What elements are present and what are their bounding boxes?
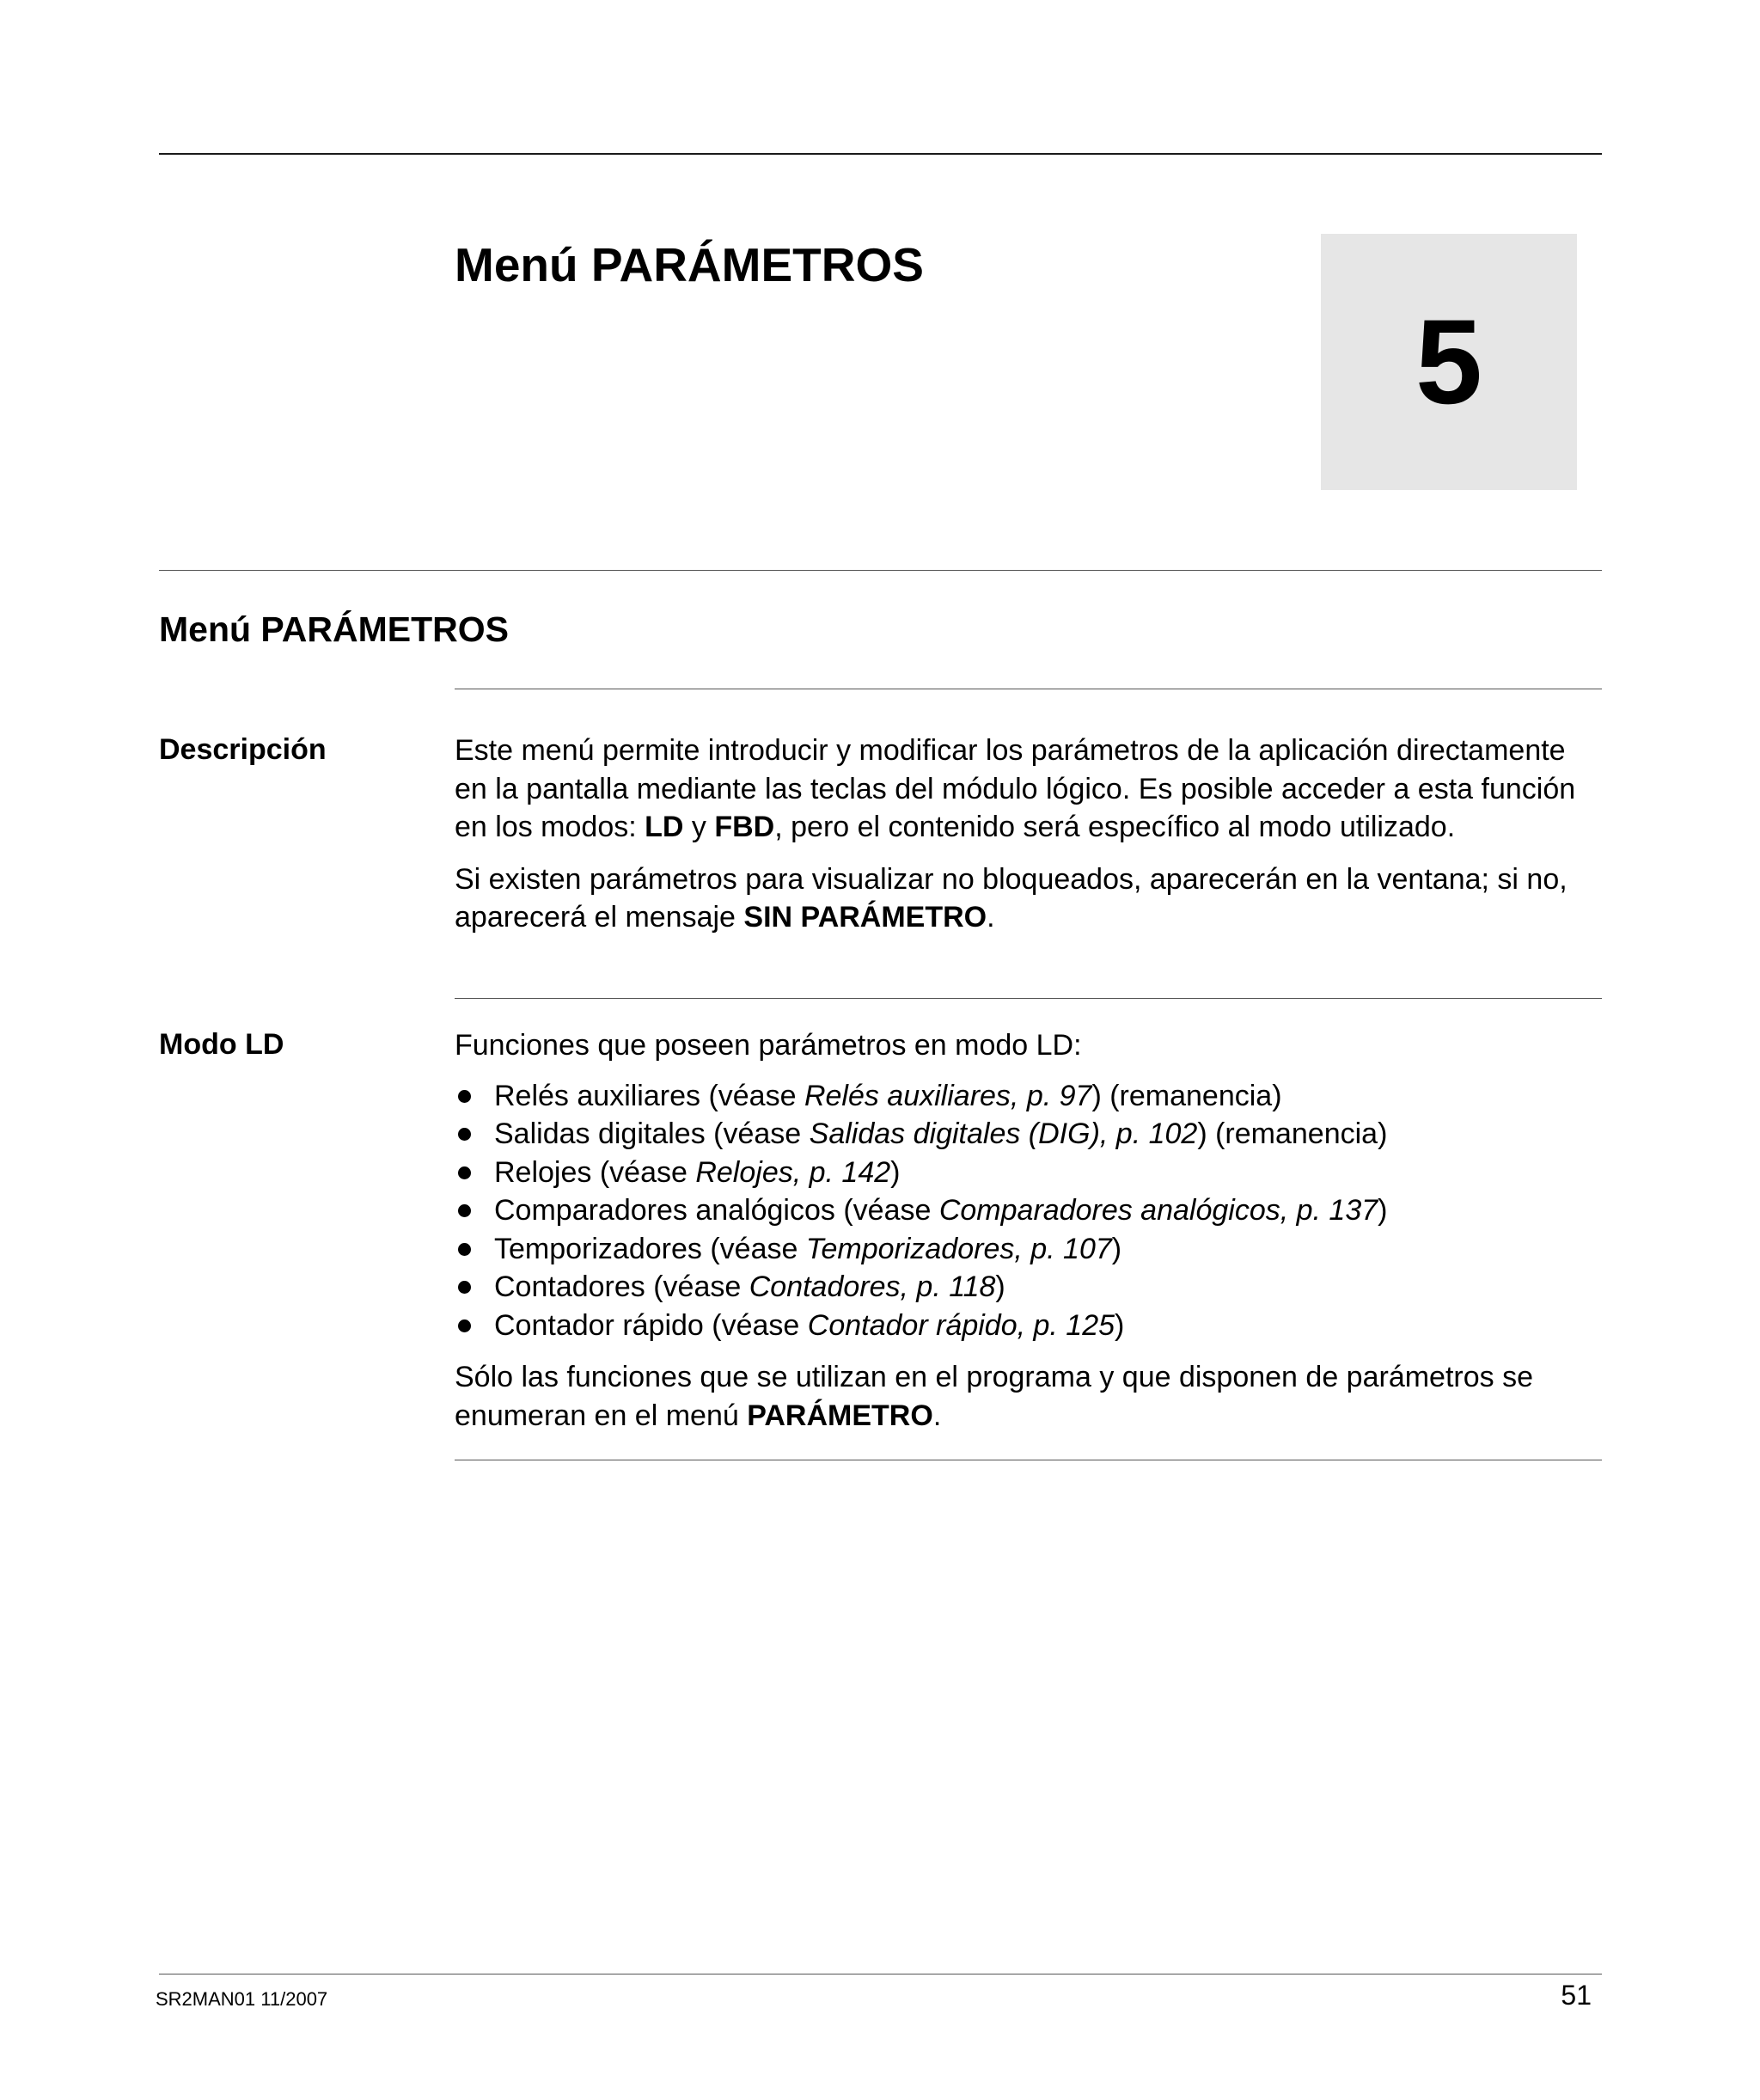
descripcion-paragraph-1 xyxy=(455,732,1602,847)
bullet-icon xyxy=(458,1243,471,1256)
descripcion-label: Descripción xyxy=(159,733,327,766)
item-text: Relojes (véase xyxy=(494,1155,696,1189)
page-number: 51 xyxy=(1561,1980,1592,2011)
modo-ld-intro: Funciones que poseen parámetros en modo LD: xyxy=(455,1029,1082,1062)
descripcion-text: y xyxy=(683,811,715,843)
sin-parametro-message: SIN PARÁMETRO xyxy=(743,901,987,934)
function-list xyxy=(455,1077,1602,1345)
modo-ld-label: Modo LD xyxy=(159,1028,284,1061)
document-reference: SR2MAN01 11/2007 xyxy=(156,1988,328,2010)
cross-reference: Contadores, p. 118 xyxy=(749,1270,996,1303)
modo-ld-body xyxy=(455,1026,1602,1435)
item-text: ) xyxy=(1111,1232,1122,1265)
section-title: Menú PARÁMETROS xyxy=(159,609,509,649)
modo-ld-rule xyxy=(455,998,1602,999)
item-text: ) xyxy=(890,1155,901,1189)
list-item xyxy=(455,1307,1602,1345)
top-rule xyxy=(159,153,1602,155)
item-text: ) (remanencia) xyxy=(1197,1117,1388,1150)
item-text: ) (remanencia) xyxy=(1091,1079,1282,1112)
item-text: Salidas digitales (véase xyxy=(494,1117,810,1150)
bullet-icon xyxy=(458,1204,471,1217)
bullet-icon xyxy=(458,1128,471,1141)
cross-reference: Temporizadores, p. 107 xyxy=(805,1232,1112,1265)
descripcion-text: , pero el contenido será específico al modo utilizado. xyxy=(774,811,1456,843)
descripcion-text: Si existen parámetros para visualizar no bloqueados, aparecerán en la ventana; si no, aparecerá el mensaje xyxy=(455,862,1568,934)
descripcion-text: . xyxy=(987,901,995,934)
parametro-menu-name: PARÁMETRO xyxy=(747,1399,933,1432)
item-text: ) xyxy=(995,1270,1005,1303)
list-item xyxy=(455,1154,1602,1192)
mode-ld: LD xyxy=(645,811,684,843)
cross-reference: Salidas digitales (DIG), p. 102 xyxy=(809,1117,1198,1150)
item-text: Contadores (véase xyxy=(494,1270,749,1303)
item-text: Temporizadores (véase xyxy=(494,1232,806,1265)
item-text: Comparadores analógicos (véase xyxy=(494,1194,939,1227)
chapter-number: 5 xyxy=(1415,294,1482,429)
item-text: Relés auxiliares (véase xyxy=(494,1079,804,1112)
bullet-icon xyxy=(458,1319,471,1332)
chapter-title: Menú PARÁMETROS xyxy=(455,238,924,291)
modo-ld-outro xyxy=(455,1358,1602,1435)
list-item xyxy=(455,1115,1602,1154)
bullet-icon xyxy=(458,1166,471,1179)
outro-text: . xyxy=(932,1399,942,1432)
item-text: ) xyxy=(1115,1308,1125,1342)
chapter-number-box xyxy=(1321,234,1577,490)
cross-reference: Relojes, p. 142 xyxy=(695,1155,891,1189)
cross-reference: Relés auxiliares, p. 97 xyxy=(804,1079,1092,1112)
cross-reference: Contador rápido, p. 125 xyxy=(807,1308,1115,1342)
list-item xyxy=(455,1191,1602,1230)
outro-text: Sólo las funciones que se utilizan en el programa y que disponen de parámetros se enumeran en el menú xyxy=(455,1361,1533,1432)
cross-reference: Comparadores analógicos, p. 137 xyxy=(938,1194,1378,1227)
bullet-icon xyxy=(458,1281,471,1294)
bullet-icon xyxy=(458,1090,471,1103)
section-rule xyxy=(159,570,1602,571)
item-text: Contador rápido (véase xyxy=(494,1308,808,1342)
descripcion-paragraph-2 xyxy=(455,860,1602,937)
list-item xyxy=(455,1077,1602,1116)
list-item xyxy=(455,1230,1602,1269)
descripcion-text: Este menú permite introducir y modificar los parámetros de la aplicación directamente en la pantalla mediante las teclas del módulo lógico. Es posible acceder a esta función en los modos: xyxy=(455,734,1576,843)
mode-fbd: FBD xyxy=(714,811,775,843)
descripcion-body xyxy=(455,732,1602,937)
list-item xyxy=(455,1268,1602,1307)
item-text: ) xyxy=(1378,1194,1388,1227)
